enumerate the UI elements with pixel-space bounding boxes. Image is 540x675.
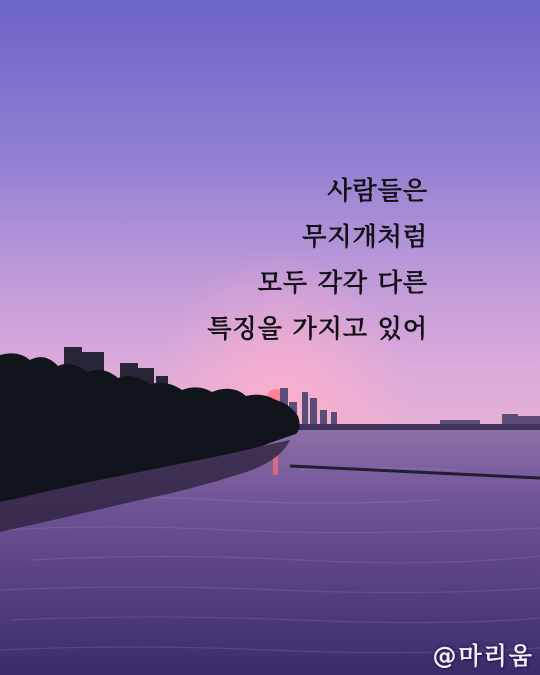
poem-line-3: 모두 각각 다른 xyxy=(257,268,428,297)
poem-line-4: 특징을 가지고 있어 xyxy=(207,314,428,343)
poem-line-2: 무지개처럼 xyxy=(302,222,428,251)
poem-text xyxy=(207,168,428,352)
poem-line-1: 사람들은 xyxy=(327,176,428,205)
author-watermark: @마리움 xyxy=(432,642,534,670)
